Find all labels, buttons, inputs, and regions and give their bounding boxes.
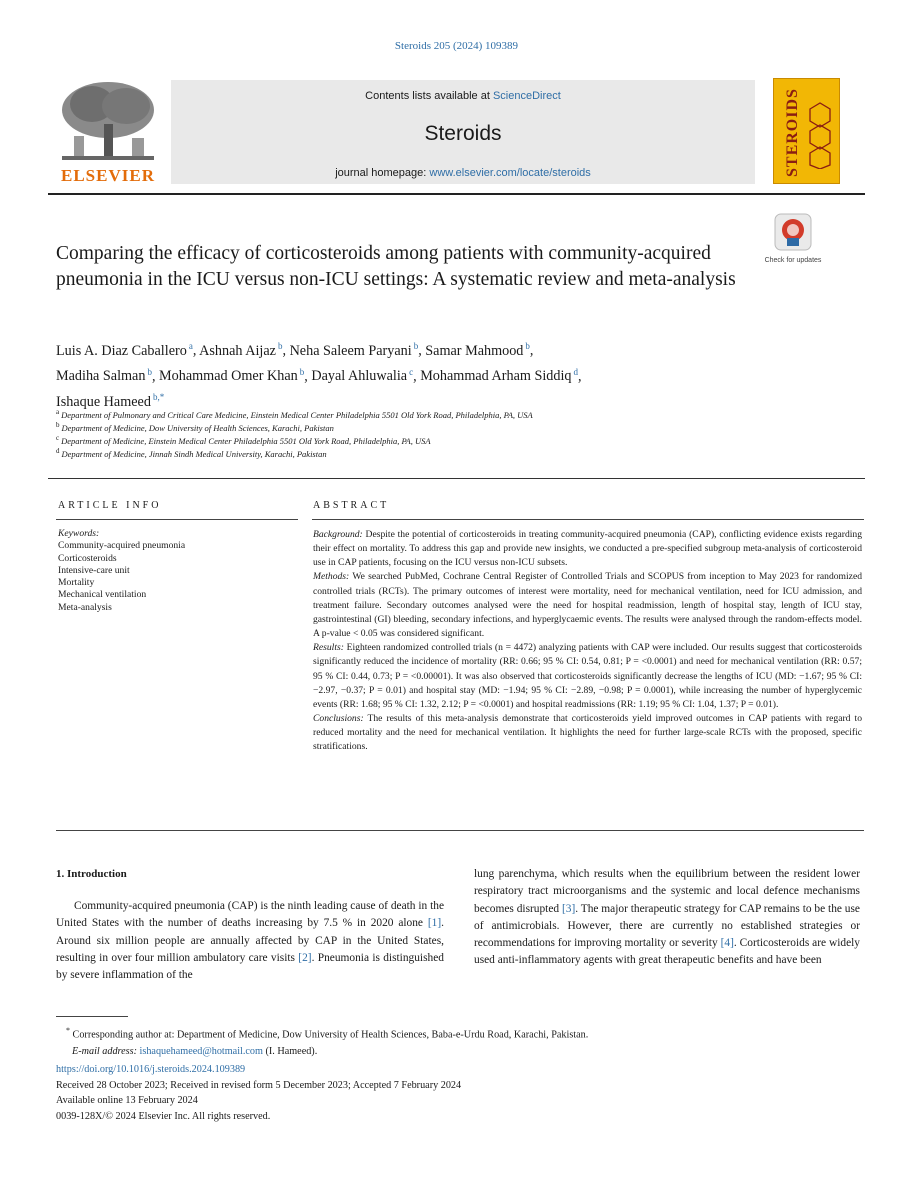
author-affiliation-marker[interactable]: b	[277, 341, 283, 351]
citation-link[interactable]: [4]	[720, 937, 734, 950]
section-text: Eighteen randomized controlled trials (n = 4472) analyzing patients with CAP were included. Our results suggest that corticosteroids significantly reduced the incidence of mortality (RR: 0.66; 95 % CI: 0.54, 0.81; P = <0.0001) and need for mechanical ventilation (RR: 0.57; 95 % CI: 0.44, 0.73; P = <0.00001). It was also observed that corticosteroids significantly decrease the lengths of ICU (MD: −1.67; 95 % CI: −2.97, −0.37; P = 0.01) and hospital stay (MD: −1.94; 95 % CI: −2.89, −0.98; P = 0.0001), while increasing the number of hyperglycemic events (RR: 1.68; 95 % CI: 1.32, 2.12; P = <0.0001) and hospital readmissions (RR: 1.19; 95 % CI: 1.04, 1.37; P = 0.01).	[313, 642, 862, 710]
author-affiliation-marker[interactable]: b,*	[152, 392, 165, 403]
footnote-star: *	[66, 1026, 70, 1035]
section-text: We searched PubMed, Cochrane Central Register of Controlled Trials and SCOPUS from inception to May 2023 for randomized controlled trials (RCTs). The primary outcomes of interest were mortality, need for mechanical ventilation, need for ICU admission, and treatment failure. Secondary outcomes analysed were the need for hospital readmission, length of hospital stay, length of ICU stay, gastrointestinal (GI) bleeding, secondary infections, and hyperglycaemic events. The results were analysed through the random-effects model. A p-value < 0.05 was considered significant.	[313, 571, 862, 640]
article-info-heading: ARTICLE INFO	[58, 500, 162, 511]
intro-text: . Corticosteroids are widely used anti-inflammatory agents with great therapeutic benefits and have been	[474, 937, 861, 967]
email-label: E-mail address:	[72, 1046, 137, 1058]
intro-text: . Pneumonia is distinguished by severe inflammation of the	[56, 951, 444, 982]
affiliation-text: Department of Medicine, Jinnah Sindh Medical University, Karachi, Pakistan	[61, 448, 327, 459]
author[interactable]	[56, 368, 152, 384]
available-online: Available online 13 February 2024	[56, 1095, 198, 1106]
check-updates-label: Check for updates	[764, 257, 822, 264]
keyword: Mortality	[58, 577, 95, 589]
intro-text: . The major therapeutic strategy for CAP remains to be the use of antimicrobials. However, there are currently no established strategies or recommendations for improving mortality or severity	[474, 902, 860, 950]
section-label: Results:	[313, 642, 344, 654]
copyright-line: 0039-128X/© 2024 Elsevier Inc. All rights reserved.	[56, 1110, 271, 1122]
homepage-prefix: journal homepage:	[335, 167, 430, 179]
masthead-center-panel	[171, 80, 755, 184]
corresponding-line	[56, 1022, 816, 1043]
keywords-block	[58, 528, 298, 614]
footnote-rule	[56, 1016, 128, 1017]
author[interactable]	[199, 343, 282, 359]
affiliation-marker: c	[56, 434, 60, 442]
steroid-structure-icon	[804, 99, 836, 169]
affiliation-b	[56, 421, 334, 433]
author-name: Mohammad Omer Khan	[159, 368, 298, 385]
keyword: Intensive-care unit	[58, 564, 130, 576]
citation-link[interactable]: [2]	[298, 951, 312, 964]
author[interactable]	[56, 343, 193, 359]
affiliation-d	[56, 447, 327, 459]
author-name: Ashnah Aijaz	[199, 342, 276, 359]
abstract-conclusions	[313, 712, 862, 754]
author-affiliation-marker[interactable]: b	[299, 366, 305, 377]
paper-title: Comparing the efficacy of corticosteroids among patients with community-acquired pneumonia in the ICU versus non-ICU settings: A systematic review and meta-analysis	[56, 243, 736, 290]
author[interactable]	[159, 368, 304, 384]
check-for-updates-badge[interactable]	[763, 212, 823, 270]
section-label: Background:	[313, 529, 363, 540]
keyword: Corticosteroids	[58, 552, 117, 564]
keyword: Meta-analysis	[58, 601, 112, 613]
sciencedirect-link[interactable]: ScienceDirect	[492, 90, 561, 102]
keyword: Mechanical ventilation	[58, 589, 147, 601]
intro-text: lung parenchyma, which results when the equilibrium between the resident lower respiratory tract microorganisms and the systemic and local defence mechanisms becomes disrupted	[474, 868, 860, 915]
author[interactable]	[420, 368, 578, 384]
intro-text: . Around six million people are annually affected by CAP in the United States, resulting in over four million ambulatory care visits	[56, 917, 444, 964]
author-affiliation-marker[interactable]: b	[413, 341, 419, 351]
author-affiliation-marker[interactable]: b	[525, 341, 530, 351]
journal-reference[interactable]: Steroids 205 (2024) 109389	[394, 40, 519, 52]
section-text: The results of this meta-analysis demonstrate that corticosteroids yield improved outcomes in CAP patients with regard to reduced mortality and the need for mechanical ventilation. It highlights the need for further large-scale RCTs with the proposed, specific stratifications.	[313, 713, 862, 753]
affiliation-text: Department of Medicine, Dow University of Health Sciences, Karachi, Pakistan	[61, 422, 334, 433]
intro-paragraph	[56, 898, 444, 984]
elsevier-wordmark: ELSEVIER	[61, 166, 155, 185]
affiliation-c	[56, 434, 431, 446]
check-updates-icon	[763, 212, 823, 252]
author-affiliation-marker[interactable]: b	[147, 366, 152, 377]
homepage-link[interactable]: www.elsevier.com/locate/steroids	[429, 167, 591, 179]
affiliation-marker: d	[56, 447, 60, 455]
affiliation-marker: b	[56, 421, 60, 429]
abstract-heading: ABSTRACT	[313, 500, 390, 511]
author-name: Madiha Salman	[56, 368, 146, 385]
affiliation-text: Department of Pulmonary and Critical Care Medicine, Einstein Medical Center Philadelphia 5501 Old York Road, Philadelphia, PA, USA	[61, 409, 533, 420]
abstract-body	[313, 528, 862, 755]
citation-link[interactable]: [3]	[561, 902, 576, 915]
affiliation-a	[56, 408, 533, 420]
intro-paragraph	[474, 866, 860, 970]
author-affiliation-marker[interactable]: d	[573, 366, 579, 377]
abstract-results	[313, 641, 862, 712]
author[interactable]	[290, 343, 419, 359]
citation-link[interactable]: [1]	[427, 917, 442, 930]
introduction-column-right	[474, 866, 860, 970]
publication-info	[56, 1062, 756, 1124]
author-name: Samar Mahmood	[425, 342, 524, 359]
corresponding-author-footnote	[56, 1022, 816, 1060]
journal-masthead	[48, 72, 865, 190]
author-list: Luis A. Diaz Caballero $^a$, Ashnah Aijaz $^b$, Neha Saleem Paryani $^b$, Samar Mahmood $^b$, Madiha Salman $^b$, Mohammad Omer Khan $^b$, Dayal Ahluwalia $^c$, Mohammad Arham Siddiq $^d$, Ishaque Hameed $^{b,*}$	[56, 341, 582, 411]
contents-line	[171, 90, 755, 102]
author-affiliation-marker[interactable]: a	[188, 341, 193, 351]
email-suffix: (I. Hameed).	[262, 1046, 318, 1058]
abstract-bottom-rule	[56, 830, 864, 831]
affiliation-marker: a	[56, 408, 60, 416]
author-name: Ishaque Hameed	[56, 394, 151, 411]
journal-name: Steroids	[424, 122, 502, 145]
author-name: Luis A. Diaz Caballero	[56, 342, 187, 359]
corresponding-text: Corresponding author at: Department of Medicine, Dow University of Health Sciences, Baba-e-Urdu Road, Karachi, Pakistan.	[70, 1029, 589, 1041]
abstract-rule	[312, 519, 864, 520]
keyword: Community-acquired pneumonia	[58, 540, 186, 552]
author[interactable]	[311, 368, 413, 384]
author[interactable]	[425, 343, 530, 359]
author-affiliation-marker[interactable]: c	[409, 366, 414, 377]
header-divider	[48, 193, 865, 195]
author-name: Neha Saleem Paryani	[289, 342, 412, 359]
cover-title: STEROIDS	[784, 88, 801, 177]
journal-cover-thumbnail[interactable]	[773, 78, 840, 184]
abstract-methods	[313, 570, 862, 641]
affiliation-text: Department of Medicine, Einstein Medical Center Philadelphia 5501 Old York Road, Philadelphia, PA, USA	[61, 435, 431, 446]
introduction-column-left	[56, 898, 444, 984]
author-name: Mohammad Arham Siddiq	[420, 368, 572, 385]
article-info-rule	[56, 519, 298, 520]
abstract-background	[313, 528, 862, 570]
received-dates: Received 28 October 2023; Received in revised form 5 December 2023; Accepted 7 February 2024	[56, 1079, 462, 1091]
intro-text: Community-acquired pneumonia (CAP) is the ninth leading cause of death in the United States with the number of deaths increasing by 7.5 % in 2020 alone	[56, 900, 444, 930]
author-name: Dayal Ahluwalia	[311, 368, 408, 385]
email-link[interactable]: ishaquehameed@hotmail.com	[139, 1046, 263, 1058]
homepage-line	[171, 167, 755, 179]
section-label: Methods:	[313, 571, 350, 583]
introduction-heading: 1. Introduction	[56, 868, 127, 880]
email-line	[56, 1043, 816, 1060]
section-text: Despite the potential of corticosteroids in treating community-acquired pneumonia (CAP), conflicting evidence exists regarding their effect on mortality. To address this gap and provide new insights, we conducted a pre-specified subgroup meta-analysis of corticosteroid use in CAP patients, focusing on the ICU versus non-ICU subsets.	[313, 529, 862, 569]
keywords-label: Keywords:	[58, 528, 100, 539]
affiliations-divider	[48, 478, 865, 479]
doi-link[interactable]: https://doi.org/10.1016/j.steroids.2024.109389	[56, 1064, 246, 1075]
section-label: Conclusions:	[313, 713, 364, 725]
contents-prefix: Contents lists available at	[365, 90, 493, 102]
